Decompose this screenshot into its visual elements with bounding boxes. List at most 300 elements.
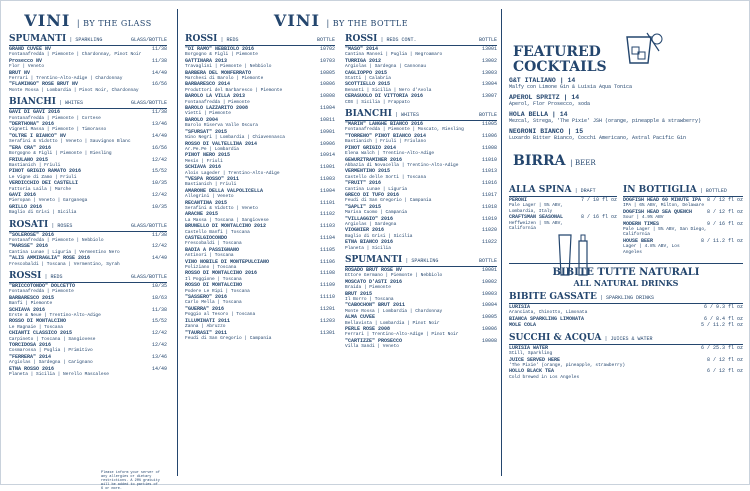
item-name: "DERTHONA" 2016 xyxy=(9,121,55,128)
item-price: 11110 xyxy=(319,294,335,301)
item-price: 11/38 xyxy=(151,46,167,52)
section-name-text: ROSSI xyxy=(185,34,218,44)
item-text xyxy=(185,224,266,235)
item-text xyxy=(345,339,402,350)
item-name: "SOLEROSE" 2016 xyxy=(9,231,55,238)
item-desc: IPA | 6% ABV, Milton, Delaware xyxy=(623,203,705,209)
item-price: 10805 xyxy=(319,69,335,76)
item-name: BRUNELLO DI MONTALCINO 2012 xyxy=(185,223,267,230)
cocktail-name: HOLA BELLA | 14 xyxy=(509,111,568,118)
item-name: ARACNE 2015 xyxy=(185,211,219,218)
item-price: 8 / 11.2 fl oz xyxy=(700,237,743,244)
item-price: 11104 xyxy=(319,235,335,241)
item-price: 11017 xyxy=(481,191,497,198)
item-name: DOGFISH HEAD SEA QUENCH xyxy=(623,208,693,215)
item-text xyxy=(9,244,120,255)
item-name: BARBARESCO 2014 xyxy=(185,81,231,88)
menu-item xyxy=(345,303,497,314)
item-text xyxy=(9,284,75,295)
item-price: 8 / 12 fl oz xyxy=(706,197,743,203)
item-desc: Le Ragnaie | Toscana xyxy=(9,324,64,330)
item-price: 14/49 xyxy=(151,69,167,76)
menu-item xyxy=(9,355,167,366)
menu-item xyxy=(345,228,497,239)
item-price: 10003 xyxy=(481,290,497,297)
item-desc: Fontanafredda | Piemonte | Nebbiolo xyxy=(9,237,104,243)
menu-item xyxy=(185,165,335,176)
menu-item xyxy=(9,59,167,70)
item-price: 11/38 xyxy=(151,109,167,116)
menu-item xyxy=(345,193,497,204)
item-name: SCHIAVA 2016 xyxy=(185,164,222,171)
item-text xyxy=(185,130,285,141)
menu-item xyxy=(345,280,497,291)
item-text xyxy=(9,256,120,267)
draft-header: ALLA SPINA | DRAFT xyxy=(509,185,617,197)
item-desc: Statti | Calabria xyxy=(345,76,391,82)
item-name: ETNA ROSSO 2016 xyxy=(9,365,55,372)
section-header xyxy=(345,255,497,267)
item-desc: Feudi di San Gregorio | Campania xyxy=(345,198,432,204)
item-name: "TAURASI" 2011 xyxy=(185,329,228,336)
item-desc: Serafini & Vidotto | Veneto | Sauvignon Blanc xyxy=(9,139,131,145)
menu-item xyxy=(623,198,743,209)
item-text xyxy=(509,358,625,369)
item-text xyxy=(9,233,104,244)
item-desc: Serafini & Vidotto | Veneto xyxy=(185,205,258,211)
item-price: 10/35 xyxy=(151,283,167,289)
cocktail-name: APEROL SPRITZ | 14 xyxy=(509,94,580,101)
item-desc: Fattoria Laila | Marche xyxy=(9,186,72,192)
menu-item xyxy=(9,82,167,93)
item-name: BAROLO LA VILLA 2013 xyxy=(185,93,246,100)
menu-item xyxy=(9,181,167,192)
item-name: MODERN TIMES xyxy=(623,220,660,227)
item-name: BAROLO LAZZARITO 2008 xyxy=(185,105,249,112)
item-price: 12/42 xyxy=(151,156,167,163)
item-text xyxy=(623,239,701,255)
cocktail-desc: Mezcal, Strega, 'The Pixie' JSH (orange, pineapple & strawberry) xyxy=(509,118,702,124)
item-price: 10702 xyxy=(319,46,335,52)
item-name: "SAPLI" 2015 xyxy=(345,203,382,210)
menu-item xyxy=(185,331,335,342)
item-name: PINOT GRIGIO 2014 xyxy=(345,144,397,151)
section-header xyxy=(9,34,167,46)
item-name: "FERRERA" 2014 xyxy=(9,353,52,360)
item-text xyxy=(185,260,269,271)
item-name: "FLAMINGO" ROSE BRUT NV xyxy=(9,81,79,88)
item-desc: Frescobaldi | Toscana xyxy=(185,241,242,247)
menu-item xyxy=(9,284,167,295)
item-name: "DI RAMO" NEBBIOLO 2016 xyxy=(185,46,255,52)
item-name: LURISIA xyxy=(509,304,531,311)
section-type: | WHITES xyxy=(395,112,420,119)
menu-item xyxy=(509,198,617,214)
item-name: "OLTRE I BIANCO" NV xyxy=(9,132,67,139)
item-text xyxy=(623,198,704,209)
item-price: 11109 xyxy=(319,282,335,289)
item-desc: Lager | 4.8% ABV, Los Angeles xyxy=(623,244,680,255)
menu-item xyxy=(185,271,335,282)
menu-item xyxy=(345,122,497,133)
item-name: "CARTIZZE" PROSECCO xyxy=(345,337,403,344)
item-price: 11006 xyxy=(481,132,497,139)
item-name: "MASO" 2014 xyxy=(345,46,379,52)
section-col-label: GLASS/BOTTLE xyxy=(130,274,167,280)
cocktail-item xyxy=(509,111,743,124)
item-desc: Poliziano | Toscana xyxy=(185,265,237,271)
item-text xyxy=(9,110,101,121)
menu-item xyxy=(509,215,617,231)
menu-item xyxy=(509,346,743,357)
menu-item xyxy=(9,158,167,169)
item-name: DOGFISH HEAD 60 MINUTE IPA xyxy=(623,197,702,203)
item-desc: Le Vigne di Zamo | Friuli xyxy=(9,174,77,180)
item-name: LURISIA WATER xyxy=(509,344,549,351)
item-desc: Mesis | Friuli xyxy=(185,158,223,164)
item-desc: Castello Banfi | Toscana xyxy=(185,229,250,235)
item-text xyxy=(185,295,242,306)
menu-item xyxy=(345,47,497,58)
item-name: GRAND CUVEE NV xyxy=(9,46,52,52)
menu-item xyxy=(623,210,743,221)
item-price: 12/42 xyxy=(151,243,167,250)
menu-item xyxy=(509,358,743,369)
item-desc: Antinori | Toscana xyxy=(185,253,234,259)
item-price: 13/46 xyxy=(151,121,167,128)
item-desc: Carlo Mella | Toscana xyxy=(185,300,242,306)
item-desc: Benanti | Sicilia | Nero d'Avola xyxy=(345,87,432,93)
item-text xyxy=(345,205,407,216)
item-desc: Heffweizen | 5% ABV, California xyxy=(509,220,564,232)
item-text xyxy=(345,146,434,157)
cocktail-desc: Luxardo Bitter Bianco, Cocchi Americano, Astral Pacific Gin xyxy=(509,135,687,141)
menu-item xyxy=(345,181,497,192)
item-name: MOSCATO D'ASTI 2016 xyxy=(345,278,403,285)
section-name xyxy=(345,109,419,119)
bottled-header: IN BOTTIGLIA | BOTTLED xyxy=(623,185,743,197)
section-name-text: BIANCHI xyxy=(9,97,56,108)
section-col-label: GLASS/BOTTLE xyxy=(130,222,167,229)
item-name: "ALIS AMMIRAGLIA" ROSE 2016 xyxy=(9,255,91,262)
item-name: SCOTTIELLO 2015 xyxy=(345,81,391,88)
item-desc: Cosmarossa | Puglia | Primitivo xyxy=(9,348,93,354)
item-text xyxy=(9,71,122,82)
menu-item xyxy=(185,118,335,129)
item-text xyxy=(345,303,442,314)
menu-item xyxy=(9,122,167,133)
item-desc: La Massa | Toscana | Sangiovese xyxy=(185,217,269,223)
section-name-text: ROSATI xyxy=(9,219,49,230)
item-desc: Baglio di Grisi | Sicilia xyxy=(345,233,413,239)
item-name: VIOGNIER 2016 xyxy=(345,227,385,234)
item-text xyxy=(185,106,248,117)
divider xyxy=(501,9,502,476)
item-text xyxy=(345,59,426,70)
menu-item xyxy=(345,339,497,350)
item-text xyxy=(509,215,581,231)
menu-item xyxy=(185,212,335,223)
section-name-text: SPUMANTI xyxy=(9,34,67,44)
item-name: "MARIN" LANGHE BIANCO 2016 xyxy=(345,121,424,128)
item-price: 11301 xyxy=(319,329,335,336)
item-price: 11/38 xyxy=(151,231,167,238)
menu-item xyxy=(345,217,497,228)
section-name xyxy=(9,97,83,107)
item-name: PERLE ROSE 2008 xyxy=(345,326,391,333)
item-text xyxy=(345,94,423,105)
item-desc: Carpineto | Toscana | Sangiovese xyxy=(9,336,96,342)
item-price: 14/49 xyxy=(151,365,167,372)
item-price: 11201 xyxy=(319,305,335,312)
menu-item xyxy=(345,134,497,145)
item-price: 11103 xyxy=(319,223,335,230)
item-name: "TORRENO" PINOT BIANCO 2014 xyxy=(345,132,427,139)
menu-item xyxy=(9,367,167,378)
menu-item xyxy=(185,319,335,330)
menu-item xyxy=(185,236,335,247)
item-desc: Argiolas | Sardegna xyxy=(345,221,397,227)
item-text xyxy=(9,319,66,330)
item-text xyxy=(185,189,263,200)
item-desc: Fontanafredda | Piemonte | Chardonnay, Pinot Noir xyxy=(9,52,142,58)
item-price: 10006 xyxy=(481,326,497,333)
menu-item xyxy=(185,106,335,117)
item-text xyxy=(9,47,141,58)
item-text xyxy=(185,201,258,212)
item-price: 11001 xyxy=(319,164,335,171)
item-name: CERASUOLO DI VITTORIA 2016 xyxy=(345,93,424,100)
menu-item xyxy=(345,315,497,326)
item-name: ROSADO BRUT ROSE NV xyxy=(345,267,403,273)
item-desc: Pale Lager | 5% ABV, San Diego, California xyxy=(623,227,707,238)
item-desc: Bastianich | Friuli xyxy=(185,182,237,188)
menu-item xyxy=(345,94,497,105)
cocktail-desc: Malfy con Limone Gin & Luisia Aqua Tonica xyxy=(509,84,633,90)
item-desc: Ar.Pe.Pe | Lombardia xyxy=(185,146,240,152)
item-name: MOLE COLA xyxy=(509,322,537,329)
item-price: 11020 xyxy=(481,227,497,234)
menu-item xyxy=(9,134,167,145)
item-price: 11108 xyxy=(319,270,335,277)
item-desc: Cantina Lunae | Liguria xyxy=(345,186,408,192)
item-name: TORCIDOSA 2016 xyxy=(9,342,52,349)
item-desc: Borgogno & Figli | Piemonte xyxy=(185,52,258,58)
cocktail-item xyxy=(509,77,743,90)
item-name: GAVI 2016 xyxy=(9,191,37,198)
item-desc: Borgogno & Figli | Piemonte | Riesling xyxy=(9,151,112,157)
item-text xyxy=(623,210,692,221)
item-name: BRUT NV xyxy=(9,69,31,76)
section-name-text: ROSSI xyxy=(345,34,378,44)
section-name xyxy=(185,34,239,44)
item-price: 6 / 9.3 fl oz xyxy=(703,304,743,311)
item-text xyxy=(185,94,250,105)
item-text xyxy=(185,283,250,294)
item-desc: Il Borro | Toscana xyxy=(345,297,394,303)
item-name: "FRUIT" 2016 xyxy=(345,180,382,187)
section-type: | REDS xyxy=(220,37,239,43)
item-price: 11008 xyxy=(481,144,497,151)
item-desc: Ferrari | Trentino-Alto-Adige | Pinot Noir xyxy=(345,332,459,338)
section-header xyxy=(9,271,167,283)
menu-item xyxy=(9,146,167,157)
item-name: ROSSO DI MONTALCINO 2016 xyxy=(185,270,258,277)
item-text xyxy=(185,47,258,58)
item-name: BARBERA DEL MONFERRATO xyxy=(185,69,252,76)
item-text xyxy=(9,122,106,133)
item-desc: Fontanafredda | Piemonte | Cortese xyxy=(9,115,101,121)
item-desc: Argiolas | Sardegna | Cannonau xyxy=(345,64,427,70)
item-desc: Bastianich | Friuli | Friulano xyxy=(345,139,427,145)
menu-item xyxy=(185,307,335,318)
item-desc: Elena Walch | Trentino-Alto-Adige xyxy=(345,151,435,157)
item-price: 12/42 xyxy=(151,330,167,337)
item-name: ILLUMINATI 2011 xyxy=(185,317,231,324)
item-price: 6 / 25.3 fl oz xyxy=(700,344,743,351)
item-price: 11016 xyxy=(481,180,497,187)
item-desc: Feudi di San Gregorio | Campania xyxy=(185,335,272,341)
item-text xyxy=(9,146,112,157)
menu-item xyxy=(345,327,497,338)
item-price: 16/56 xyxy=(151,81,167,88)
item-text xyxy=(509,305,587,316)
item-price: 6 / 8.4 fl oz xyxy=(703,315,743,322)
item-price: 11022 xyxy=(481,239,497,246)
item-text xyxy=(9,134,131,145)
item-price: 8 / 12 fl oz xyxy=(706,208,743,215)
menu-item xyxy=(9,169,167,180)
item-price: 11005 xyxy=(481,121,497,128)
menu-item xyxy=(345,82,497,93)
section-type: | REDS CONT. xyxy=(380,37,417,43)
item-text xyxy=(345,240,393,251)
item-price: 13004 xyxy=(481,81,497,88)
item-text xyxy=(185,165,280,176)
section-name-text: BIANCHI xyxy=(345,109,392,120)
item-name: TURRIGA 2012 xyxy=(345,57,382,64)
item-name: BRUT 2015 xyxy=(345,290,373,297)
item-name: HOUSE BEER xyxy=(623,237,654,244)
item-name: ROSSO DI MONTALCINO xyxy=(185,282,243,289)
item-desc: Podere Le Ripi | Toscana xyxy=(185,288,250,294)
menu-item xyxy=(345,205,497,216)
item-text xyxy=(345,315,440,326)
item-price: 10/35 xyxy=(151,180,167,187)
section-name xyxy=(9,220,72,230)
bottle-title: VINI | BY THE BOTTLE xyxy=(273,11,409,30)
item-desc: Marchesi di Barolo | Piemonte xyxy=(185,76,264,82)
section-type: | WHITES xyxy=(59,100,84,107)
item-price: 11010 xyxy=(481,156,497,163)
menu-item xyxy=(9,71,167,82)
menu-item xyxy=(9,193,167,204)
menu-item xyxy=(185,189,335,200)
item-desc: Flor | Veneto xyxy=(9,64,45,70)
item-desc: Zanna | Abruzzo xyxy=(185,324,226,330)
menu-item xyxy=(345,240,497,251)
item-desc: Ferrari | Trentino-Alto-Adige | Chardonnay xyxy=(9,76,123,82)
item-desc: Nino Negri | Lombardia | Chiavennasca xyxy=(185,135,285,141)
item-desc: Barolo Riserva Valle Oscura xyxy=(185,123,258,129)
item-name: BADIA A PASSIGNANO xyxy=(185,246,240,253)
menu-item xyxy=(623,239,743,255)
item-text xyxy=(9,367,109,378)
allergy-note: Please inform your server of any allergies or dietary restrictions. A 20% gratuity will be added to parties of 6 or more. xyxy=(101,471,160,491)
item-text xyxy=(345,181,407,192)
item-desc: Cold brewed in Los Angeles xyxy=(509,374,580,380)
item-name: FRIULANO 2015 xyxy=(9,156,49,163)
item-text xyxy=(509,198,581,214)
item-text xyxy=(185,212,269,223)
item-text xyxy=(345,169,426,180)
item-text xyxy=(509,346,552,357)
item-price: 11004 xyxy=(319,187,335,194)
item-text xyxy=(185,319,230,330)
item-name: GAVI DI GAVI 2016 xyxy=(9,109,61,116)
item-price: 10914 xyxy=(319,152,335,159)
menu-item xyxy=(185,47,335,58)
item-price: 10002 xyxy=(481,278,497,285)
item-price: 8 / 12 fl oz xyxy=(706,356,743,363)
item-price: 10004 xyxy=(481,302,497,309)
item-name: VERDICCHIO DEI CASTELLI xyxy=(9,180,79,187)
item-desc: Erste & Neue | Trentino-Alto-Adige xyxy=(9,313,101,319)
menu-item xyxy=(9,233,167,244)
cocktail-item xyxy=(509,128,743,141)
menu-item xyxy=(185,201,335,212)
item-desc: Pale Lager | 5% ABV, Lombardia, Italy xyxy=(509,203,564,214)
item-name: "BRICCOTONDO" DOLCETTO xyxy=(9,283,76,289)
item-price: 12/42 xyxy=(151,342,167,349)
item-price: 10/35 xyxy=(151,203,167,210)
menu-item xyxy=(9,343,167,354)
item-price: 9 / 16 fl oz xyxy=(706,220,743,227)
item-text xyxy=(9,82,139,93)
item-price: 14/49 xyxy=(151,255,167,262)
item-price: 12/42 xyxy=(151,191,167,198)
menu-item xyxy=(185,153,335,164)
menu-item xyxy=(9,205,167,216)
cocktail-name: G&T ITALIANO | 14 xyxy=(509,77,576,84)
item-price: 11203 xyxy=(319,317,335,324)
item-price: 10808 xyxy=(319,93,335,100)
item-name: VINO NOBILE DI MONTEPULCIANO xyxy=(185,258,270,265)
item-text xyxy=(9,343,93,354)
item-text xyxy=(185,142,257,153)
item-text xyxy=(185,82,282,93)
menu-item xyxy=(185,71,335,82)
section-type: | SPARKLING xyxy=(405,258,439,264)
item-price: 15/52 xyxy=(151,168,167,175)
item-desc: Castello delle Sorti | Toscana xyxy=(345,174,427,180)
item-text xyxy=(9,169,81,180)
item-text xyxy=(185,236,242,247)
item-desc: COS | Sicilia | Frappato xyxy=(345,99,410,105)
item-name: CAGLIOPPO 2015 xyxy=(345,69,388,76)
item-text xyxy=(345,327,458,338)
item-name: RECANTINA 2015 xyxy=(185,199,228,206)
item-desc: Still, Sparkling xyxy=(509,351,553,357)
item-desc: Cantina Lunae | Liguria | Vermentino Nero xyxy=(9,249,120,255)
item-text xyxy=(509,323,536,328)
menu-item xyxy=(185,295,335,306)
item-text xyxy=(185,153,230,164)
item-price: 10001 xyxy=(481,267,497,273)
cocktails-title: FEATURED COCKTAILS xyxy=(513,44,607,75)
item-text xyxy=(509,369,579,380)
section-header xyxy=(9,97,167,109)
